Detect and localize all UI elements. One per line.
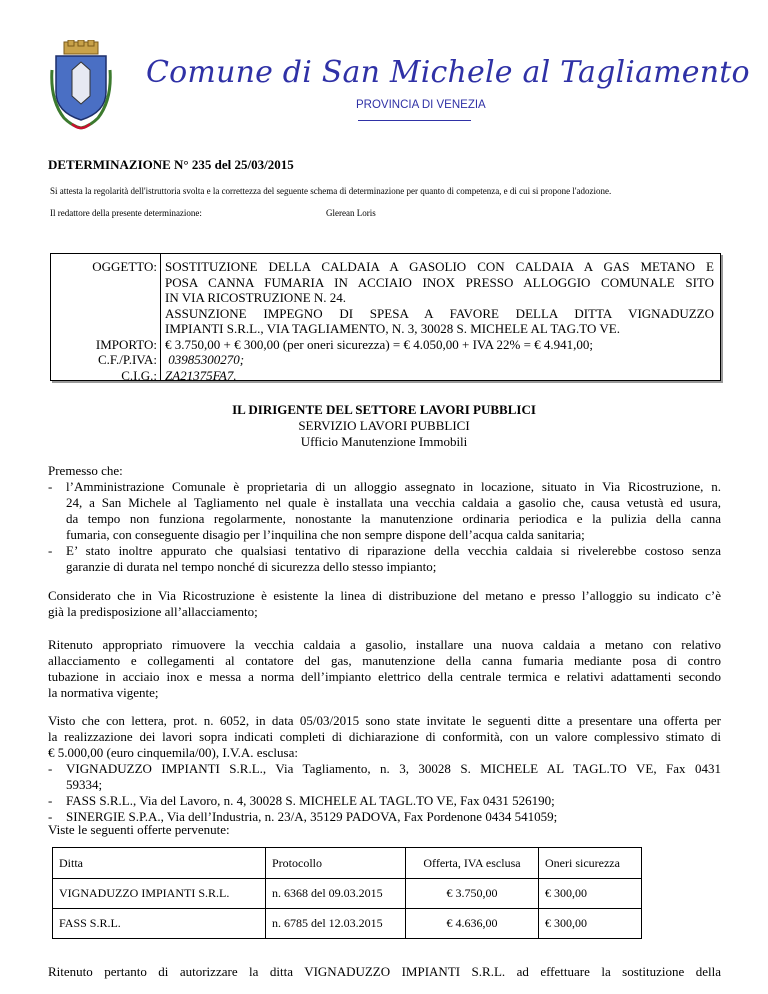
table-cell: € 300,00: [539, 879, 642, 909]
column-header: Ditta: [53, 848, 266, 879]
table-row: [53, 909, 642, 939]
table-cell: € 300,00: [539, 909, 642, 939]
ritenuto-paragraph: [48, 637, 721, 701]
director-heading: IL DIRIGENTE DEL SETTORE LAVORI PUBBLICI: [232, 402, 536, 417]
attestation-text: Si attesta la regolarità dell'istruttoria svolta e la correttezza del seguente schema di determinazione per quanto di competenza, e di cui si propone l'adozione.: [50, 186, 612, 196]
label-cf: C.F./P.IVA:: [97, 352, 157, 367]
municipality-title: Comune di San Michele al Tagliamento: [146, 55, 750, 90]
list-item: - VIGNADUZZO IMPIANTI S.R.L., Via Tagliamento, n. 3, 30028 S. MICHELE AL TAGL.TO VE, Fax 0431 59334;: [48, 761, 721, 792]
determination-title: DETERMINAZIONE N° 235 del 25/03/2015: [48, 157, 294, 172]
list-item: - SINERGIE S.P.A., Via dell’Industria, n. 23/A, 35129 PADOVA, Fax Pordenone 0434 541059;: [48, 809, 721, 825]
oggetto-line: IN VIA RICOSTRUZIONE N. 24.: [165, 290, 347, 305]
text-line: SINERGIE S.P.A., Via dell’Industria, n. 23/A, 35129 PADOVA, Fax Pordenone 0434 541059;: [66, 809, 558, 824]
label-importo: IMPORTO:: [95, 336, 157, 352]
editor-label: Il redattore della presente determinazione:: [50, 208, 202, 218]
text-line: allacciamento e collegamenti al contatore del gas, manutenzione della canna fumaria mediante posa di contro: [48, 653, 721, 668]
final-paragraph: Ritenuto pertanto di autorizzare la ditta VIGNADUZZO IMPIANTI S.R.L. ad effettuare la sostituzione della: [48, 964, 721, 979]
text-line: € 5.000,00 (euro cinquemila/00), I.V.A. esclusa:: [48, 745, 298, 760]
offers-table: [52, 847, 642, 939]
list-item: - l’Amministrazione Comunale è proprietaria di un alloggio assegnato in locazione, situato in Via Ricostruzione, n. 24, a San Michele al Tagliamento nel quale è installata una vecchia caldaia a gasolio che, causa vetustà ed usura, da tempo non funziona regolarmente, nonostante la manutenzione ordinaria periodica e la pulizia della canna fumaria, con conseguente disagio per l’inquilina che non sempre dispone dell’acqua calda sanitaria;: [48, 479, 721, 542]
cig-value: ZA21375FA7.: [165, 367, 237, 383]
text-line: Visto che con lettera, prot. n. 6052, in data 05/03/2015 sono state invitate le seguenti ditte a presentare una offerta per: [48, 713, 721, 728]
editor-name: Glerean Loris: [326, 208, 376, 218]
text-line: E’ stato inoltre appurato che qualsiasi tentativo di riparazione della vecchia caldaia si rivelerebbe costoso senza: [66, 543, 721, 558]
text-line: VIGNADUZZO IMPIANTI S.R.L., Via Tagliamento, n. 3, 30028 S. MICHELE AL TAGL.TO VE, Fax 0431: [66, 761, 721, 776]
table-header-row: [53, 848, 642, 879]
service-heading: SERVIZIO LAVORI PUBBLICI: [298, 418, 470, 433]
viste-paragraph: Viste le seguenti offerte pervenute:: [48, 822, 230, 837]
text-line: già la predisposizione all’allacciamento;: [48, 604, 258, 619]
header-divider: [358, 120, 471, 121]
text-line: garanzie di durata nel tempo nonché di sicurezza dello stesso impianto;: [66, 559, 437, 574]
text-line: FASS S.R.L., Via del Lavoro, n. 4, 30028 S. MICHELE AL TAGL.TO VE, Fax 0431 526190;: [66, 793, 555, 808]
text-line: la realizzazione dei lavori sopra indicati completi di dichiarazione di conformità, con un valore complessivo stimato di: [48, 729, 721, 744]
text-line: fumaria, con conseguente disagio per l’inquilina che non sempre dispone dell’acqua calda sanitaria;: [66, 527, 585, 542]
text-line: 59334;: [66, 777, 103, 792]
municipal-crest-icon: [50, 40, 112, 132]
text-line: Considerato che in Via Ricostruzione è esistente la linea di distribuzione del metano e presso l’alloggio su indicato c’è: [48, 588, 721, 603]
oggetto-line: IMPIANTI S.R.L., VIA TAGLIAMENTO, N. 3, 30028 S. MICHELE AL TAG.TO VE.: [165, 321, 620, 336]
premesso-section: [48, 463, 721, 575]
subject-labels: [51, 259, 157, 383]
table-cell: n. 6785 del 12.03.2015: [266, 909, 406, 939]
premesso-intro: Premesso che:: [48, 463, 123, 478]
table-cell: FASS S.R.L.: [53, 909, 266, 939]
subject-box: [50, 253, 721, 381]
table-row: [53, 879, 642, 909]
unit-heading: Ufficio Manutenzione Immobili: [300, 434, 468, 449]
text-line: Ritenuto appropriato rimuovere la vecchia caldaia a gasolio, installare una nuova caldaia a metano con relativo: [48, 637, 721, 652]
subject-content: [165, 259, 714, 383]
oggetto-line: POSA CANNA FUMARIA IN ACCIAIO INOX PRESSO ALLOGGIO COMUNALE SITO: [165, 274, 714, 290]
list-item: - E’ stato inoltre appurato che qualsiasi tentativo di riparazione della vecchia caldaia si rivelerebbe costoso senza garanzie di durata nel tempo nonché di sicurezza dello stesso impianto;: [48, 543, 721, 574]
considerato-paragraph: [48, 588, 721, 620]
box-divider: [160, 254, 161, 380]
table-cell: € 4.636,00: [406, 909, 539, 939]
column-header: Protocollo: [266, 848, 406, 879]
cf-value: 03985300270;: [165, 352, 245, 367]
table-cell: VIGNADUZZO IMPIANTI S.R.L.: [53, 879, 266, 909]
table-cell: € 3.750,00: [406, 879, 539, 909]
table-cell: n. 6368 del 09.03.2015: [266, 879, 406, 909]
list-item: - FASS S.R.L., Via del Lavoro, n. 4, 30028 S. MICHELE AL TAGL.TO VE, Fax 0431 526190;: [48, 793, 721, 809]
column-header: Oneri sicurezza: [539, 848, 642, 879]
text-line: la normativa vigente;: [48, 685, 159, 700]
text-line: tubazione in acciaio inox e messa a norma dell’impianto elettrico della centrale termica e relativi adattamenti secondo: [48, 669, 721, 684]
oggetto-line: ASSUNZIONE IMPEGNO DI SPESA A FAVORE DELLA DITTA VIGNADUZZO: [165, 305, 714, 321]
column-header: Offerta, IVA esclusa: [406, 848, 539, 879]
text-line: 24, a San Michele al Tagliamento nel quale è installata una vecchia caldaia a gasolio che, causa vetustà ed usura,: [66, 495, 721, 510]
text-line: l’Amministrazione Comunale è proprietaria di un alloggio assegnato in locazione, situato in Via Ricostruzione, n.: [66, 479, 721, 494]
visto-paragraph: [48, 713, 721, 825]
label-cig: C.I.G.:: [121, 367, 157, 383]
province-label: PROVINCIA DI VENEZIA: [356, 99, 486, 111]
text-line: da tempo non funziona regolarmente, nonostante la manutenzione ordinaria periodica e la pulizia della canna: [66, 511, 721, 526]
label-oggetto: OGGETTO:: [92, 259, 157, 274]
oggetto-line: SOSTITUZIONE DELLA CALDAIA A GASOLIO CON CALDAIA A GAS METANO E: [165, 259, 714, 274]
importo-value: € 3.750,00 + € 300,00 (per oneri sicurezza) = € 4.050,00 + IVA 22% = € 4.941,00;: [165, 336, 594, 352]
